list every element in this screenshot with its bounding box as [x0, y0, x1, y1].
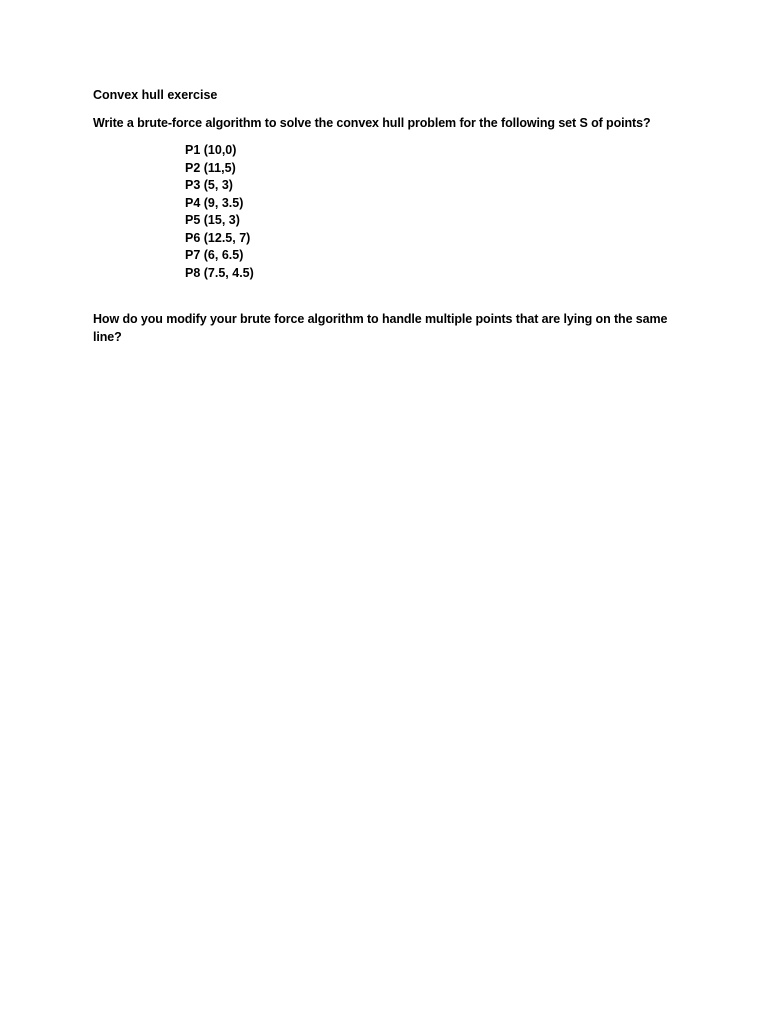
question-2-text: How do you modify your brute force algorithm to handle multiple points that are lying on the same line?: [93, 312, 668, 344]
point-item-p6: P6 (12.5, 7): [185, 230, 251, 245]
point-item-p3: P3 (5, 3): [185, 178, 233, 192]
point-item-p2: P2 (11,5): [185, 160, 236, 175]
document-title: Convex hull exercise: [93, 88, 218, 102]
point-item-p1: P1 (10,0): [185, 143, 237, 157]
point-list: [185, 142, 254, 282]
question-1-text: Write a brute-force algorithm to solve the convex hull problem for the following set S of points?: [93, 116, 651, 130]
point-item-p7: P7 (6, 6.5): [185, 248, 244, 262]
point-item-p4: P4 (9, 3.5): [185, 195, 244, 210]
point-item-p5: P5 (15, 3): [185, 213, 240, 227]
point-item-p8: P8 (7.5, 4.5): [185, 265, 254, 280]
